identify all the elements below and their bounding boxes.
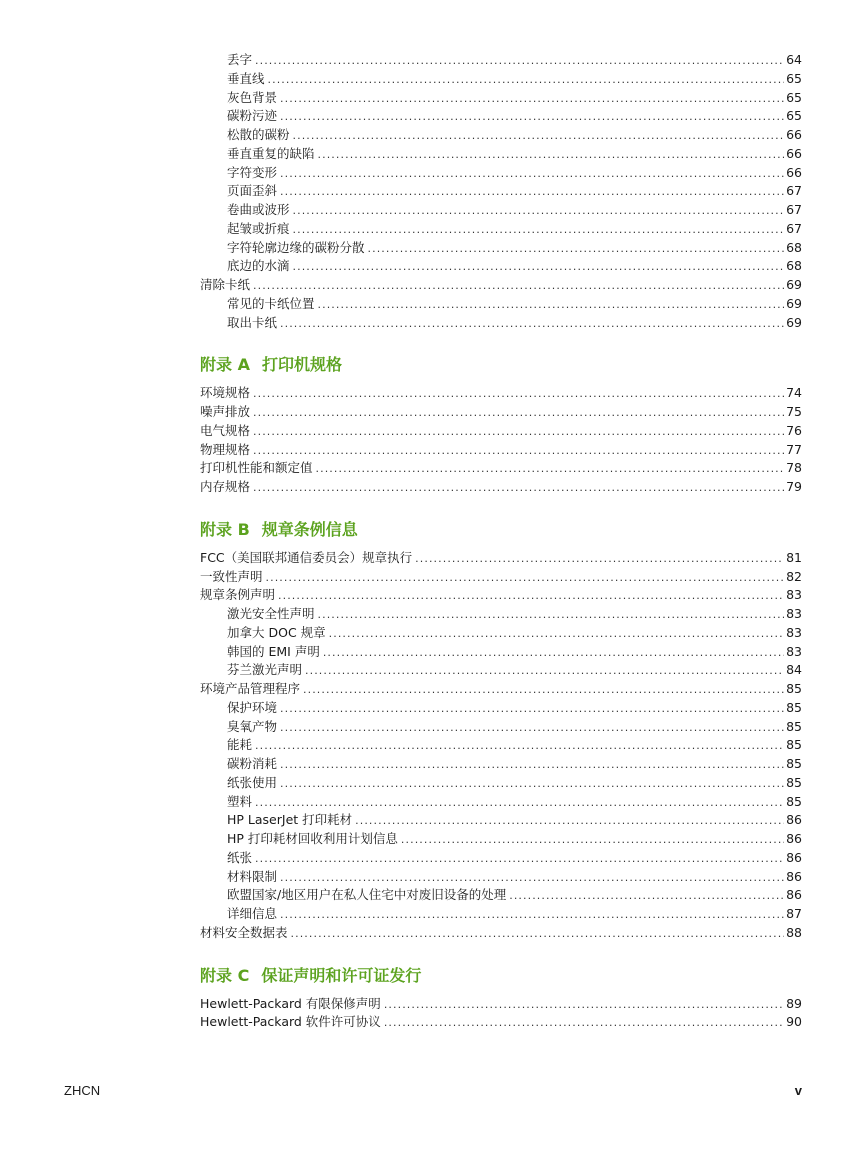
toc-entry-page: 82: [786, 568, 802, 584]
toc-entry[interactable]: [200, 755, 802, 774]
toc-entry[interactable]: [200, 182, 802, 201]
toc-entry-title: 字符变形: [227, 164, 278, 180]
dot-leader: [293, 221, 785, 240]
toc-entry-title: 丢字: [227, 52, 253, 67]
toc-entry-page: 90: [786, 1014, 802, 1030]
toc-entry-page: 69: [786, 295, 802, 311]
toc-entry-page: 65: [786, 108, 802, 124]
toc-section: [200, 965, 802, 1033]
toc-entry[interactable]: [200, 239, 802, 258]
toc-entry-title: 环境产品管理程序: [200, 681, 301, 696]
dot-leader: [305, 662, 784, 681]
toc-entry-page: 89: [786, 995, 802, 1011]
toc-entry-page: 65: [786, 70, 802, 86]
toc-entry[interactable]: [200, 924, 802, 943]
toc-entry[interactable]: [200, 441, 802, 460]
dot-leader: [280, 719, 784, 738]
toc-entry[interactable]: [200, 868, 802, 887]
toc-entry-page: 76: [786, 422, 802, 438]
toc-entry[interactable]: [200, 680, 802, 699]
dot-leader: [291, 925, 785, 944]
toc-entry[interactable]: [200, 549, 802, 568]
toc-entry-title: 内存规格: [200, 479, 251, 494]
toc-entry[interactable]: [200, 793, 802, 812]
dot-leader: [384, 1014, 784, 1033]
toc-section: [200, 354, 802, 497]
toc-entry-title: 臭氧产物: [227, 718, 278, 734]
toc-entry[interactable]: [200, 774, 802, 793]
footer-page-number: v: [794, 1083, 802, 1098]
toc-entry[interactable]: [200, 811, 802, 830]
toc-entry-page: 67: [786, 202, 802, 217]
toc-entry[interactable]: [200, 568, 802, 587]
toc-entry-title: 打印机性能和额定值: [200, 460, 313, 476]
toc-entry-title: 物理规格: [200, 441, 251, 457]
dot-leader: [384, 996, 784, 1015]
dot-leader: [318, 146, 785, 165]
toc-entry-title: 欧盟国家/地区用户在私人住宅中对废旧设备的处理: [227, 887, 507, 903]
toc-entry[interactable]: [200, 257, 802, 276]
footer-language-code: ZHCN: [64, 1083, 101, 1098]
toc-entry-page: 66: [786, 127, 802, 142]
dot-leader: [329, 625, 784, 644]
toc-entry-page: 65: [786, 89, 802, 105]
toc-section: [200, 519, 802, 943]
dot-leader: [280, 315, 784, 334]
toc-entry-page: 77: [786, 441, 802, 457]
toc-entry-title: HP LaserJet 打印耗材: [227, 812, 353, 828]
dot-leader: [253, 277, 784, 296]
appendix-label: 附录 C: [200, 965, 250, 985]
toc-entry-page: 75: [786, 404, 802, 419]
toc-entry-title: 纸张使用: [227, 774, 278, 790]
toc-entry[interactable]: [200, 886, 802, 905]
appendix-heading: [200, 354, 802, 376]
dot-leader: [253, 442, 784, 461]
toc-entry-title: 详细信息: [227, 906, 278, 921]
toc-entry[interactable]: [200, 699, 802, 718]
appendix-heading: [200, 965, 802, 987]
toc-section: [200, 51, 802, 332]
toc-entry[interactable]: [200, 89, 802, 108]
toc-entry-title: 起皱或折痕: [227, 220, 290, 236]
toc-entry-title: 字符轮廓边缘的碳粉分散: [227, 239, 365, 255]
toc-entry-page: 86: [786, 831, 802, 846]
toc-entry[interactable]: [200, 220, 802, 239]
toc-entry[interactable]: [200, 126, 802, 145]
toc-entry-page: 85: [786, 756, 802, 771]
toc-entry-title: HP 打印耗材回收利用计划信息: [227, 831, 398, 846]
toc-entry[interactable]: [200, 643, 802, 662]
toc-entry[interactable]: [200, 1013, 802, 1032]
toc-entry-page: 69: [786, 277, 802, 292]
dot-leader: [268, 71, 785, 90]
toc-entry-title: 规章条例声明: [200, 587, 276, 603]
dot-leader: [415, 550, 784, 569]
dot-leader: [303, 681, 784, 700]
dot-leader: [280, 756, 784, 775]
dot-leader: [255, 737, 784, 756]
toc-entry-page: 69: [786, 314, 802, 330]
toc-entry-page: 84: [786, 662, 802, 678]
dot-leader: [293, 258, 785, 277]
toc-entry[interactable]: [200, 995, 802, 1014]
dot-leader: [280, 165, 784, 184]
toc-entry-page: 85: [786, 737, 802, 753]
dot-leader: [253, 479, 784, 498]
toc-entry-page: 85: [786, 774, 802, 790]
toc-entry-title: 一致性声明: [200, 568, 263, 584]
toc-entry-page: 85: [786, 699, 802, 715]
toc-entry[interactable]: [200, 201, 802, 220]
toc-entry[interactable]: [200, 384, 802, 403]
dot-leader: [280, 869, 784, 888]
toc-entry[interactable]: [200, 314, 802, 333]
appendix-label: 附录 A: [200, 355, 250, 375]
toc-entry-page: 86: [786, 868, 802, 884]
dot-leader: [318, 606, 785, 625]
toc-entry[interactable]: [200, 478, 802, 497]
toc-entry[interactable]: [200, 145, 802, 164]
toc-entry-page: 86: [786, 887, 802, 903]
toc-entry[interactable]: [200, 403, 802, 422]
toc-entry-page: 88: [786, 924, 802, 940]
dot-leader: [253, 385, 784, 404]
toc-entry-title: 激光安全性声明: [227, 606, 315, 621]
toc-entry-page: 68: [786, 258, 802, 274]
toc-entry[interactable]: [200, 605, 802, 624]
toc-entry-title: 灰色背景: [227, 89, 278, 105]
toc-entry[interactable]: [200, 849, 802, 868]
dot-leader: [323, 644, 784, 663]
toc-entry-title: 取出卡纸: [227, 314, 278, 330]
toc-entry-title: 卷曲或波形: [227, 202, 290, 217]
toc-entry-title: 环境规格: [200, 385, 251, 401]
toc-entry-page: 74: [786, 385, 802, 401]
toc-entry-page: 87: [786, 906, 802, 921]
toc-entry[interactable]: [200, 164, 802, 183]
dot-leader: [280, 183, 784, 202]
toc-entry-title: 韩国的 EMI 声明: [227, 643, 320, 659]
toc-entry-title: 松散的碳粉: [227, 127, 290, 142]
toc-entry-title: 噪声排放: [200, 404, 251, 419]
toc-entry[interactable]: [200, 830, 802, 849]
appendix-title: 打印机规格: [261, 355, 342, 375]
toc-entry-title: 清除卡纸: [200, 277, 251, 292]
toc-entry-title: 底边的水滴: [227, 258, 290, 274]
toc-entry[interactable]: [200, 107, 802, 126]
toc-entry-title: 电气规格: [200, 422, 251, 438]
dot-leader: [293, 127, 785, 146]
toc-entry-title: 碳粉污迹: [227, 108, 278, 124]
dot-leader: [368, 240, 785, 259]
toc-entry-page: 86: [786, 812, 802, 828]
toc-entry-title: 垂直重复的缺陷: [227, 145, 315, 161]
appendix-label: 附录 B: [200, 519, 250, 539]
toc-entry-page: 83: [786, 624, 802, 640]
toc-entry-page: 85: [786, 793, 802, 809]
dot-leader: [355, 812, 784, 831]
appendix-title: 规章条例信息: [261, 519, 358, 539]
dot-leader: [280, 906, 784, 925]
dot-leader: [280, 775, 784, 794]
toc-entry[interactable]: [200, 624, 802, 643]
toc-entry[interactable]: [200, 736, 802, 755]
toc-entry[interactable]: [200, 661, 802, 680]
appendix-heading: [200, 519, 802, 541]
toc-entry-page: 85: [786, 681, 802, 696]
dot-leader: [266, 569, 785, 588]
toc-entry[interactable]: [200, 905, 802, 924]
dot-leader: [280, 108, 784, 127]
dot-leader: [253, 404, 784, 423]
toc-entry-page: 64: [786, 52, 802, 67]
dot-leader: [255, 850, 784, 869]
dot-leader: [255, 794, 784, 813]
toc-entry[interactable]: [200, 70, 802, 89]
toc-entry-page: 83: [786, 587, 802, 603]
toc-entry-title: 加拿大 DOC 规章: [227, 624, 326, 640]
toc-entry-title: 碳粉消耗: [227, 756, 278, 771]
toc-entry-page: 79: [786, 479, 802, 494]
toc-entry[interactable]: [200, 459, 802, 478]
dot-leader: [509, 887, 784, 906]
toc-entry[interactable]: [200, 718, 802, 737]
dot-leader: [293, 202, 785, 221]
dot-leader: [318, 296, 785, 315]
dot-leader: [255, 52, 784, 71]
toc-entry-title: FCC（美国联邦通信委员会）规章执行: [200, 549, 413, 565]
toc-entry-page: 81: [786, 549, 802, 565]
toc-entry-page: 85: [786, 718, 802, 734]
toc-entry-page: 83: [786, 606, 802, 621]
toc-entry-title: 纸张: [227, 849, 253, 865]
toc-entry-title: 常见的卡纸位置: [227, 295, 315, 311]
toc-entry-page: 66: [786, 164, 802, 180]
toc-entry-title: 页面歪斜: [227, 183, 278, 199]
toc-entry-title: 材料安全数据表: [200, 924, 288, 940]
appendix-title: 保证声明和许可证发行: [261, 965, 422, 985]
toc-entry-title: 保护环境: [227, 699, 278, 715]
dot-leader: [253, 423, 784, 442]
toc-entry-page: 67: [786, 220, 802, 236]
dot-leader: [280, 90, 784, 109]
toc-entry-page: 68: [786, 239, 802, 255]
toc-entry[interactable]: [200, 295, 802, 314]
toc-entry-title: Hewlett-Packard 有限保修声明: [200, 995, 381, 1011]
table-of-contents: [200, 51, 802, 1032]
toc-entry-page: 66: [786, 145, 802, 161]
toc-entry-title: Hewlett-Packard 软件许可协议: [200, 1014, 381, 1030]
toc-entry-title: 材料限制: [227, 868, 278, 884]
toc-entry-page: 83: [786, 643, 802, 659]
toc-entry-page: 86: [786, 849, 802, 865]
dot-leader: [278, 587, 784, 606]
toc-entry-title: 垂直线: [227, 70, 265, 86]
toc-entry-page: 67: [786, 183, 802, 199]
toc-entry-title: 芬兰激光声明: [227, 662, 303, 678]
toc-entry[interactable]: [200, 422, 802, 441]
dot-leader: [316, 460, 785, 479]
toc-entry[interactable]: [200, 51, 802, 70]
dot-leader: [280, 700, 784, 719]
toc-entry[interactable]: [200, 586, 802, 605]
toc-entry-title: 塑料: [227, 793, 253, 809]
toc-entry-title: 能耗: [227, 737, 253, 753]
toc-entry-page: 78: [786, 460, 802, 476]
dot-leader: [401, 831, 784, 850]
toc-entry[interactable]: [200, 276, 802, 295]
